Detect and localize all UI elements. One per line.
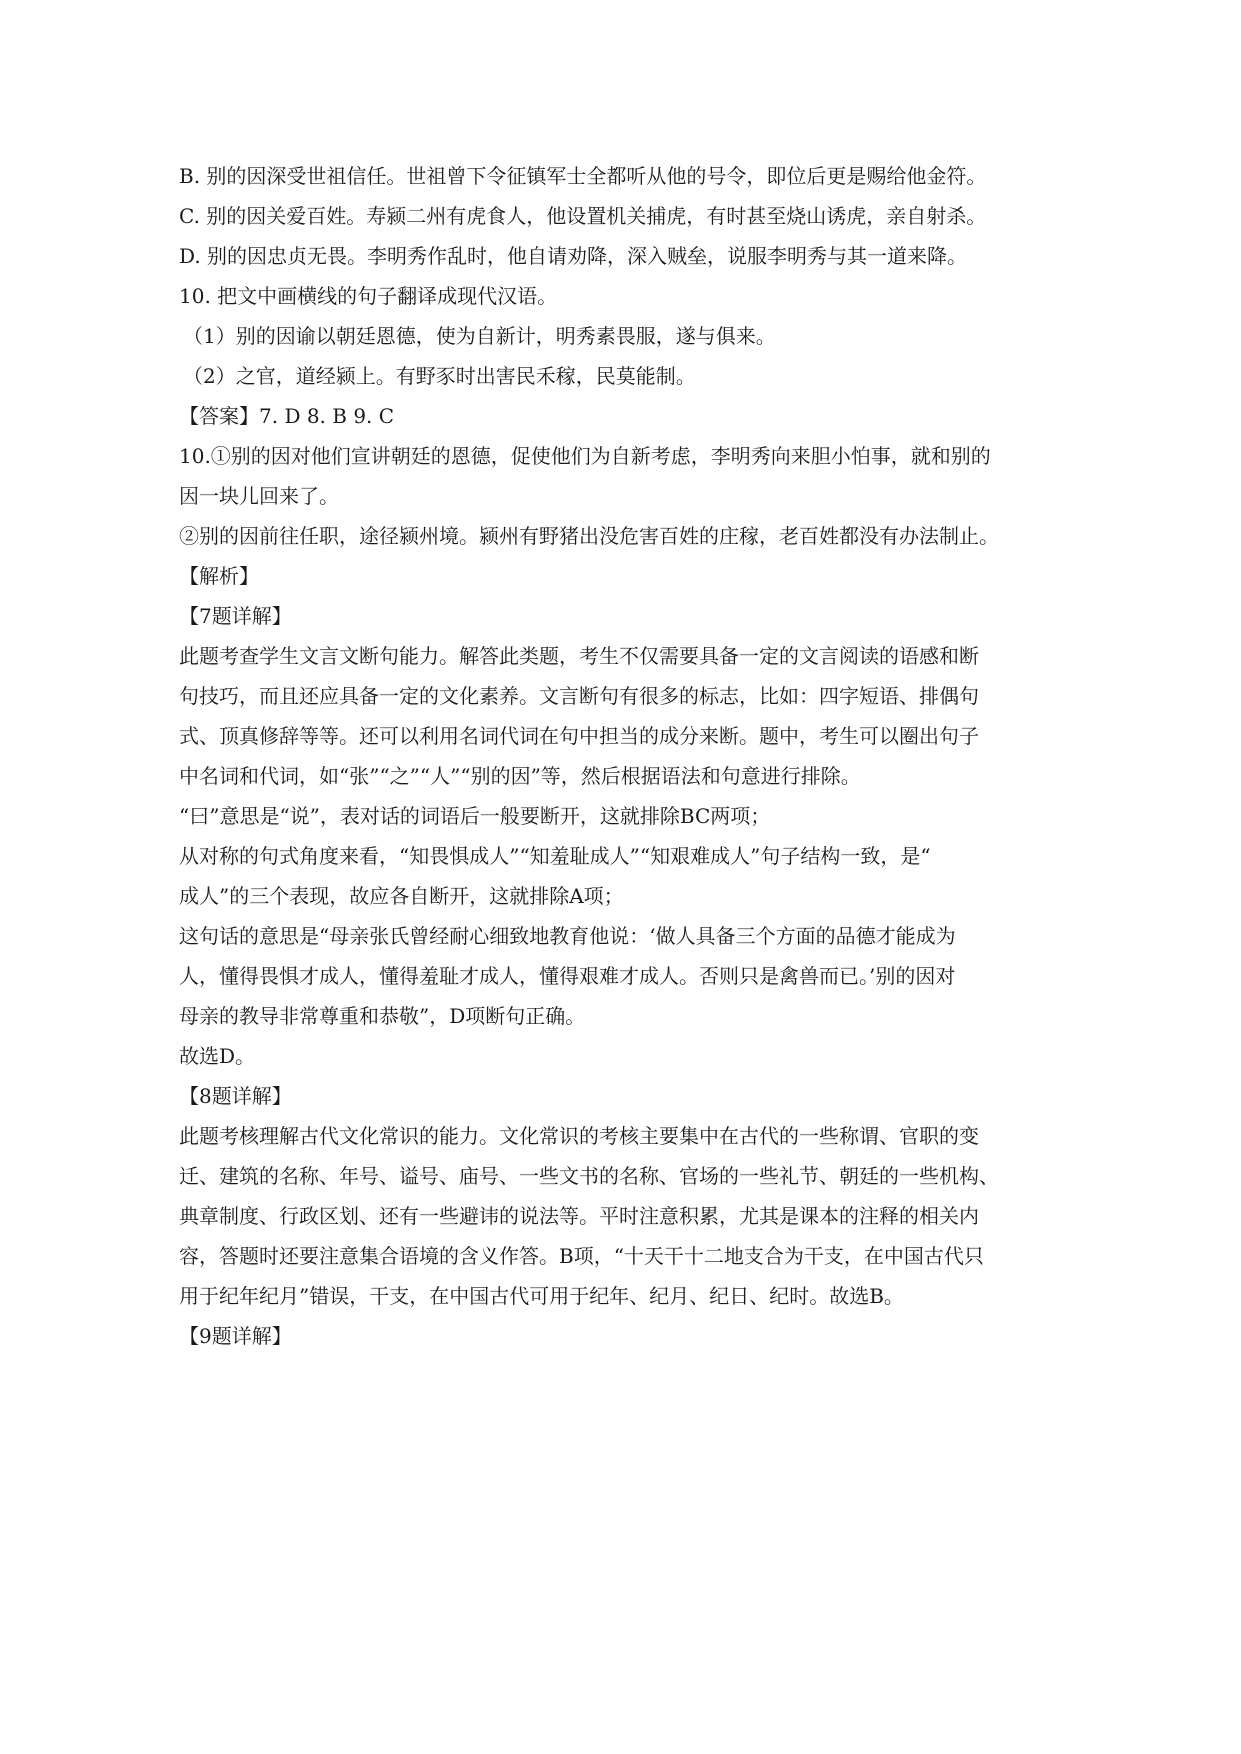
q7-paragraph: 母亲的教导非常尊重和恭敬”，D项断句正确。 xyxy=(179,1004,586,1028)
q8-paragraph: 用于纪年纪月”错误，干支，在中国古代可用于纪年、纪月、纪日、纪时。故选B。 xyxy=(179,1284,904,1308)
answer-10-part-1-cont: 因一块儿回来了。 xyxy=(179,484,339,508)
q8-paragraph: 此题考核理解古代文化常识的能力。文化常识的考核主要集中在古代的一些称谓、官职的变 xyxy=(179,1124,979,1148)
q8-heading: 【8题详解】 xyxy=(179,1084,292,1108)
q7-paragraph: 人，懂得畏惧才成人，懂得羞耻才成人，懂得艰难才成人。否则只是禽兽而已。’别的因对 xyxy=(179,964,956,988)
q7-paragraph: 成人”的三个表现，故应各自断开，这就排除A项； xyxy=(179,884,624,908)
answer-10-part-2: ②别的因前往任职，途径颍州境。颍州有野猪出没危害百姓的庄稼，老百姓都没有办法制止。 xyxy=(179,524,999,548)
question-10-part-2: （2）之官，道经颍上。有野豕时出害民禾稼，民莫能制。 xyxy=(183,364,696,388)
q7-heading: 【7题详解】 xyxy=(179,604,292,628)
q9-heading: 【9题详解】 xyxy=(179,1324,292,1348)
q7-paragraph: 从对称的句式角度来看，“知畏惧成人”“知羞耻成人”“知艰难成人”句子结构一致，是“ xyxy=(179,844,931,868)
option-b: B. 别的因深受世祖信任。世祖曾下令征镇军士全都听从他的号令，即位后更是赐给他金符。 xyxy=(179,164,987,188)
q7-paragraph: 中名词和代词，如“张”“之”“人”“别的因”等，然后根据语法和句意进行排除。 xyxy=(179,764,861,788)
analysis-heading: 【解析】 xyxy=(179,564,259,588)
q7-paragraph: 句技巧，而且还应具备一定的文化素养。文言断句有很多的标志，比如：四字短语、排偶句 xyxy=(179,684,979,708)
answer-line: 【答案】7. D 8. B 9. C xyxy=(179,404,395,428)
q7-paragraph: 这句话的意思是“母亲张氏曾经耐心细致地教育他说：‘做人具备三个方面的品德才能成为 xyxy=(179,924,956,948)
q8-paragraph: 典章制度、行政区划、还有一些避讳的说法等。平时注意积累，尤其是课本的注释的相关内 xyxy=(179,1204,979,1228)
question-10: 10. 把文中画横线的句子翻译成现代汉语。 xyxy=(179,284,558,308)
option-d: D. 别的因忠贞无畏。李明秀作乱时，他自请劝降，深入贼垒，说服李明秀与其一道来降。 xyxy=(179,244,968,268)
q7-paragraph: 式、顶真修辞等等。还可以利用名词代词在句中担当的成分来断。题中，考生可以圈出句子 xyxy=(179,724,979,748)
question-10-part-1: （1）别的因谕以朝廷恩德，使为自新计，明秀素畏服，遂与俱来。 xyxy=(183,324,776,348)
q7-conclusion: 故选D。 xyxy=(179,1044,256,1068)
option-c: C. 别的因关爱百姓。寿颍二州有虎食人，他设置机关捕虎，有时甚至烧山诱虎，亲自射杀。 xyxy=(179,204,987,228)
answer-10-part-1: 10.①别的因对他们宣讲朝廷的恩德，促使他们为自新考虑，李明秀向来胆小怕事，就和别的 xyxy=(179,444,991,468)
q7-paragraph: “曰”意思是“说”，表对话的词语后一般要断开，这就排除BC两项； xyxy=(179,804,771,828)
q8-paragraph: 迁、建筑的名称、年号、谥号、庙号、一些文书的名称、官场的一些礼节、朝廷的一些机构、 xyxy=(179,1164,999,1188)
q7-paragraph: 此题考查学生文言文断句能力。解答此类题，考生不仅需要具备一定的文言阅读的语感和断 xyxy=(179,644,979,668)
q8-paragraph: 容，答题时还要注意集合语境的含义作答。B项，“十天干十二地支合为干支，在中国古代只 xyxy=(179,1244,984,1268)
document-page xyxy=(179,156,1069,1356)
